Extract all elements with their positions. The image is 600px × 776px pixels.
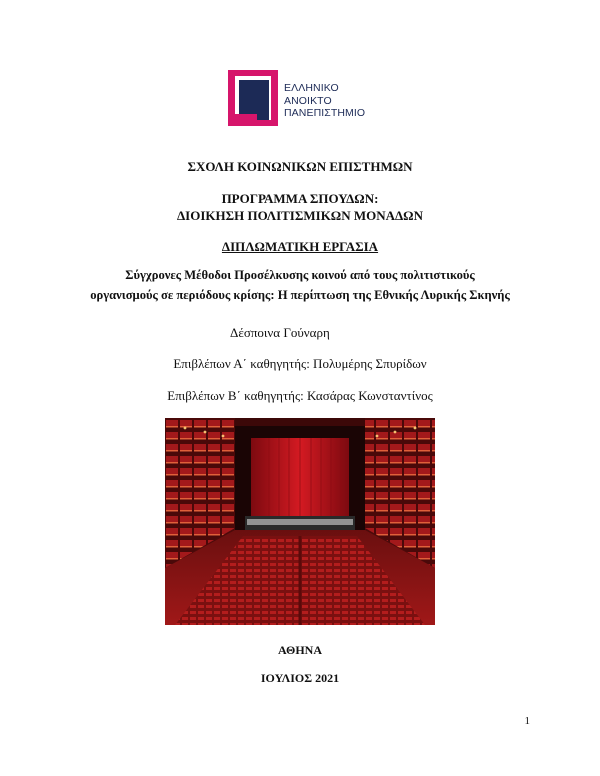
page-number: 1 [524,715,530,727]
university-logo-text [284,82,365,120]
date: ΙΟΥΛΙΟΣ 2021 [260,671,340,685]
thesis-title-line-2: οργανισμούς σε περιόδους κρίσης: Η περίπτωση της Εθνικής Λυρικής Σκηνής [90,288,510,302]
city: ΑΘΗΝΑ [278,643,322,657]
supervisor-a: Επιβλέπων Α΄ καθηγητής: Πολυμέρης Σπυρίδων [173,356,427,371]
theatre-illustration [165,418,435,625]
document-type: ΔΙΠΛΩΜΑΤΙΚΗ ΕΡΓΑΣΙΑ [221,239,379,254]
university-logo-mark-icon [228,70,278,126]
logo-line-3: ΠΑΝΕΠΙΣΤΗΜΙΟ [284,107,366,119]
program-line-1: ΠΡΟΓΡΑΜΜΑ ΣΠΟΥΔΩΝ: [221,191,379,206]
program-line-2: ΔΙΟΙΚΗΣΗ ΠΟΛΙΤΙΣΜΙΚΩΝ ΜΟΝΑΔΩΝ [177,208,423,223]
logo-line-2: ΑΝΟΙΚΤΟ [284,94,332,107]
school-name: ΣΧΟΛΗ ΚΟΙΝΩΝΙΚΩΝ ΕΠΙΣΤΗΜΩΝ [187,159,413,174]
theatre-photo [165,418,435,625]
logo-line-1: ΕΛΛΗΝΙΚΟ [284,82,339,94]
thesis-title-line-1: Σύγχρονες Μέθοδοι Προσέλκυσης κοινού από τους πολιτιστικούς [125,268,475,282]
supervisor-b: Επιβλέπων Β΄ καθηγητής: Κασάρας Κωνσταντίνος [167,388,433,403]
program-heading [0,190,600,224]
university-logo [228,70,378,126]
author-name: Δέσποινα Γούναρη [230,325,330,340]
thesis-title [0,265,600,305]
